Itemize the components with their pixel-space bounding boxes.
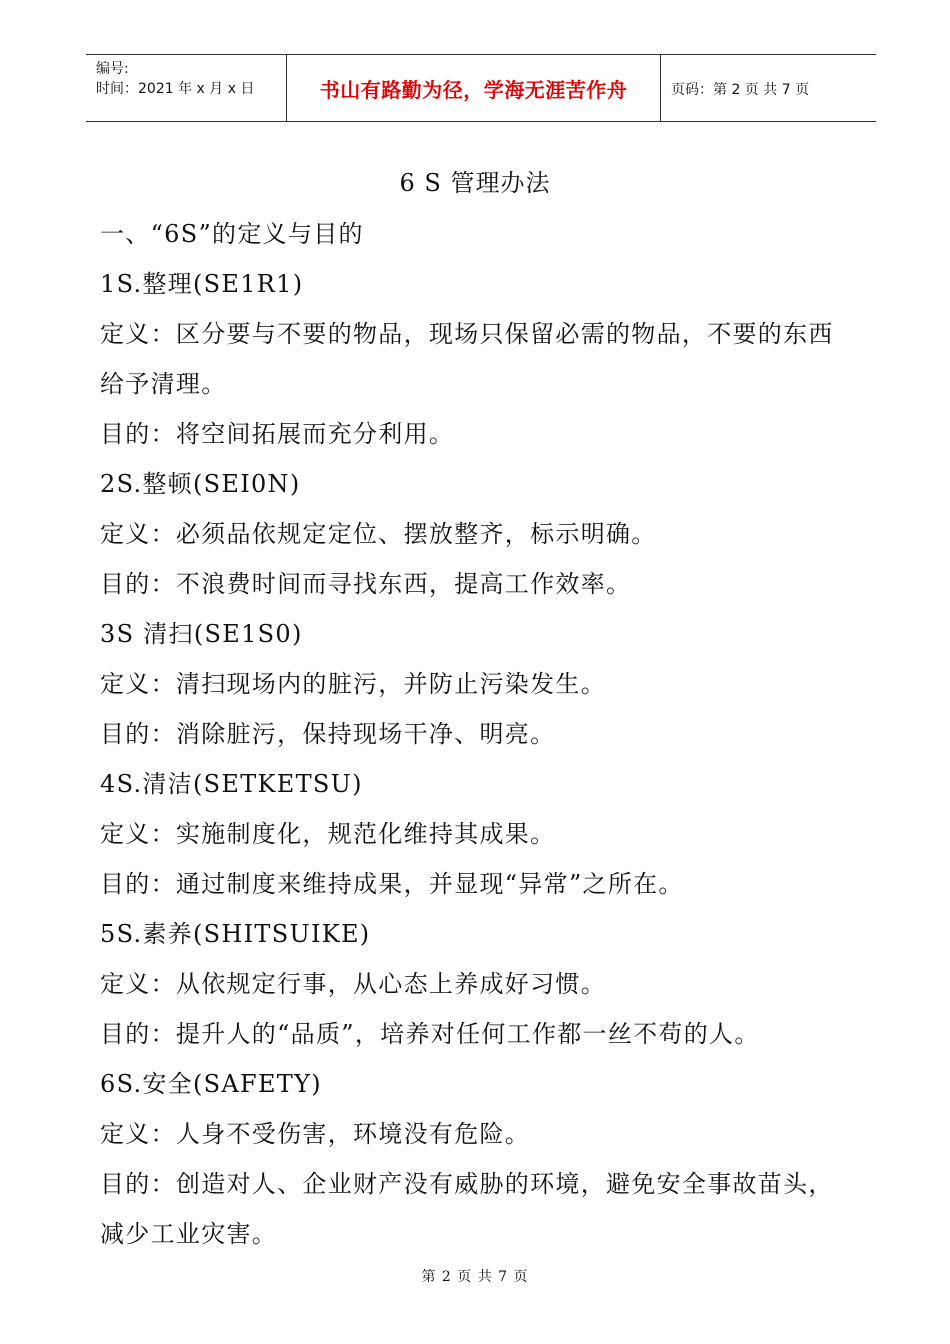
purpose-1s: 目的：将空间拓展而充分利用。 [100,420,455,448]
time-label: 时间：2021 年 x 月 x 日 [96,81,255,97]
definition-5s: 定义：从依规定行事，从心态上养成好习惯。 [100,970,606,998]
item-heading-3s: 3S 清扫(SE1S0) [100,620,303,648]
definition-1s: 定义：区分要与不要的物品，现场只保留必需的物品，不要的东西 [100,320,834,348]
item-heading-6s: 6S.安全(SAFETY) [100,1070,322,1098]
item-heading-1s: 1S.整理(SE1R1) [100,270,304,298]
section-heading: 一、“6S”的定义与目的 [100,220,364,248]
page-footer: 第 2 页 共 7 页 [421,1269,529,1285]
page-header [86,54,876,122]
header-divider-right [660,55,661,122]
header-page-info: 页码：第 2 页 共 7 页 [671,81,810,98]
item-heading-2s: 2S.整顿(SEI0N) [100,470,301,498]
purpose-3s: 目的：消除脏污，保持现场干净、明亮。 [100,720,556,748]
header-meta [96,59,254,99]
purpose-6s: 目的：创造对人、企业财产没有威胁的环境，避免安全事故苗头， [100,1170,834,1198]
purpose-4s: 目的：通过制度来维持成果，并显现“异常”之所在。 [100,870,684,898]
item-heading-5s: 5S.素养(SHITSUIKE) [100,920,371,948]
purpose-2s: 目的：不浪费时间而寻找东西，提高工作效率。 [100,570,632,598]
item-heading-4s: 4S.清洁(SETKETSU) [100,770,363,798]
header-motto: 书山有路勤为径，学海无涯苦作舟 [319,78,628,102]
definition-6s: 定义：人身不受伤害，环境没有危险。 [100,1120,531,1148]
definition-2s: 定义：必须品依规定定位、摆放整齐，标示明确。 [100,520,657,548]
purpose-6s-continued: 减少工业灾害。 [100,1220,278,1248]
document-body [100,209,865,1259]
purpose-5s: 目的：提升人的“品质”，培养对任何工作都一丝不苟的人。 [100,1020,760,1048]
definition-1s-continued: 给予清理。 [100,370,227,398]
document-title: 6 S 管理办法 [399,169,551,197]
serial-label: 编号: [96,61,129,77]
definition-4s: 定义：实施制度化，规范化维持其成果。 [100,820,556,848]
definition-3s: 定义：清扫现场内的脏污，并防止污染发生。 [100,670,606,698]
